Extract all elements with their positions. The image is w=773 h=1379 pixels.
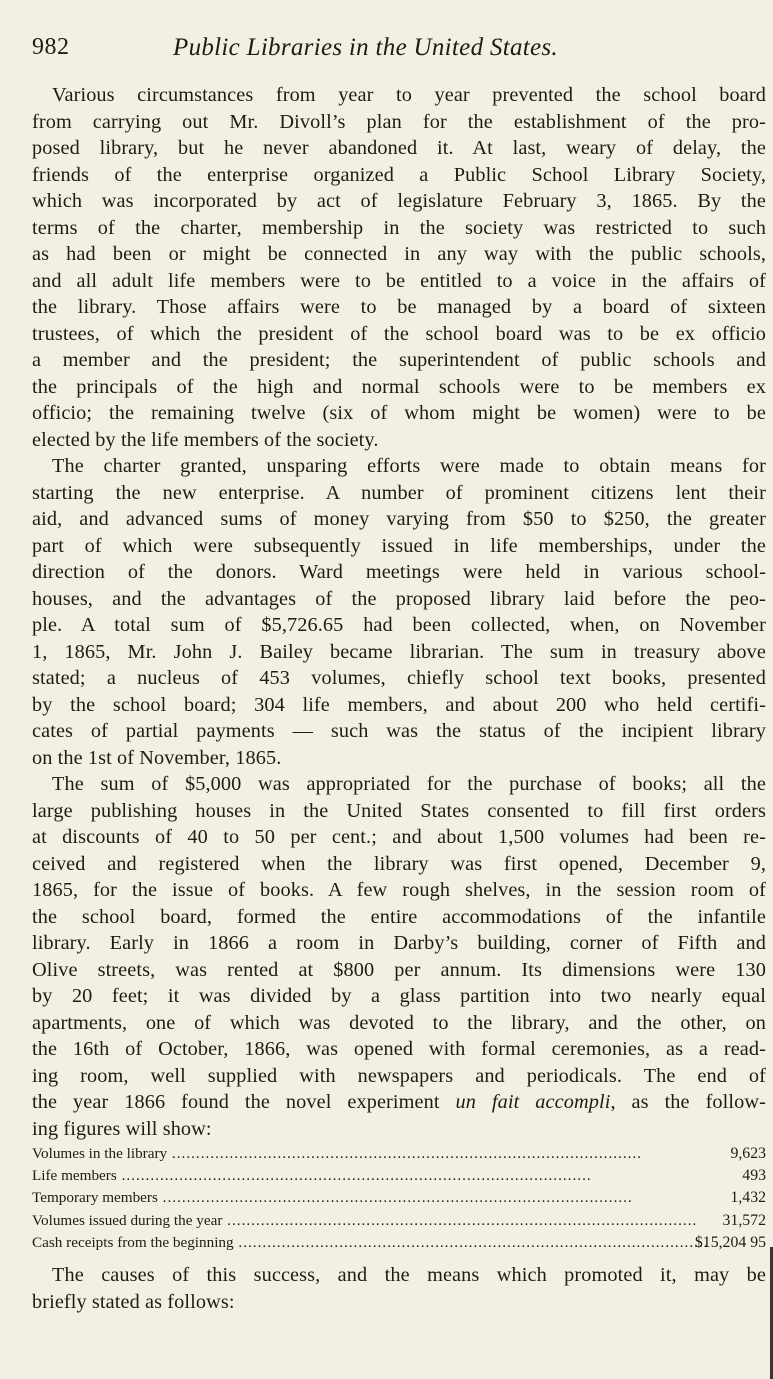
line-end: , as the follow- <box>610 1091 766 1113</box>
running-title: Public Libraries in the United States. <box>173 34 558 61</box>
text-line: by the school board; 304 life members, and about 200 who held certifi- <box>32 693 766 716</box>
stat-value: 31,572 <box>722 1211 766 1229</box>
text-line: briefly stated as follows: <box>32 1290 235 1313</box>
text-line: posed library, but he never abandoned it. At last, weary of delay, the <box>32 137 766 159</box>
stat-label-container <box>32 1232 709 1254</box>
text-line: The charter granted, unsparing efforts were made to obtain means for <box>52 455 766 477</box>
page-number: 982 <box>32 34 70 60</box>
text-line: and all adult life members were to be entitled to a voice in the affairs of <box>32 269 766 292</box>
stat-label: Life members <box>32 1167 117 1185</box>
stat-row <box>32 1232 766 1254</box>
body-text <box>32 82 766 1142</box>
text-line: cates of partial payments — such was the status of the incipient library <box>32 720 766 742</box>
text-line: on the 1st of November, 1865. <box>32 746 282 769</box>
text-line: stated; a nucleus of 453 volumes, chiefly school text books, presented <box>32 667 766 689</box>
text-line: The sum of $5,000 was appropriated for the purchase of books; all the <box>52 773 766 795</box>
stat-label: Temporary members <box>32 1189 158 1207</box>
stat-label-container <box>32 1187 652 1209</box>
stat-row <box>32 1143 766 1165</box>
text-line: the library. Those affairs were to be managed by a board of sixteen <box>32 296 766 318</box>
text-line: elected by the life members of the society. <box>32 428 379 451</box>
text-line: the school board, formed the entire accommodations of the infantile <box>32 905 766 928</box>
stat-row <box>32 1187 766 1209</box>
text-line: from carrying out Mr. Divoll’s plan for the establishment of the pro- <box>32 110 766 133</box>
stat-label-container <box>32 1143 652 1165</box>
page-header <box>32 34 742 68</box>
text-line: by 20 feet; it was divided by a glass partition into two nearly equal <box>32 985 766 1007</box>
text-line: terms of the charter, membership in the society was restricted to such <box>32 216 766 239</box>
stat-label: Volumes in the library <box>32 1145 168 1162</box>
stat-label: Volumes issued during the year <box>32 1211 223 1229</box>
text-line: ple. A total sum of $5,726.65 had been collected, when, on November <box>32 614 766 636</box>
stat-label-container <box>32 1165 652 1187</box>
italic-phrase: un fait accompli <box>455 1091 611 1113</box>
text-line: friends of the enterprise organized a Public School Library Society, <box>32 163 766 186</box>
stat-value: 9,623 <box>730 1145 766 1162</box>
text-line: at discounts of 40 to 50 per cent.; and about 1,500 volumes had been re- <box>32 826 766 848</box>
text-line: officio; the remaining twelve (six of whom might be women) were to be <box>32 402 766 424</box>
line-start: the year 1866 found the novel experiment <box>32 1091 456 1113</box>
text-line: Olive streets, was rented at $800 per annum. Its dimensions were 130 <box>32 958 766 981</box>
statistics-table <box>32 1143 766 1254</box>
stat-label: Cash receipts from the beginning <box>32 1233 234 1251</box>
leader-dots: .................................................................................................. <box>116 1167 592 1185</box>
text-line: Various circumstances from year to year prevented the school board <box>52 84 766 106</box>
leader-dots: .................................................................................................. <box>167 1145 643 1162</box>
text-line: 1, 1865, Mr. John J. Bailey became librarian. The sum in treasury above <box>32 640 766 663</box>
text-line: the principals of the high and normal schools were to be members ex <box>32 375 766 398</box>
stat-label-container <box>32 1210 698 1232</box>
text-line: the 16th of October, 1866, was opened with formal ceremonies, as a read- <box>32 1038 766 1060</box>
text-line: as had been or might be connected in any way with the public schools, <box>32 243 766 265</box>
stat-row <box>32 1210 766 1232</box>
text-line: ing room, well supplied with newspapers and periodicals. The end of <box>32 1064 766 1087</box>
text-line: 1865, for the issue of books. A few rough shelves, in the session room of <box>32 879 766 901</box>
text-line: aid, and advanced sums of money varying from $50 to $250, the greater <box>32 508 766 530</box>
text-line: The causes of this success, and the means which promoted it, may be <box>52 1264 766 1286</box>
text-line: which was incorporated by act of legislature February 3, 1865. By the <box>32 190 766 212</box>
text-line: apartments, one of which was devoted to the library, and the other, on <box>32 1011 766 1034</box>
text-line: part of which were subsequently issued in life memberships, under the <box>32 534 766 557</box>
text-line: a member and the president; the superintendent of public schools and <box>32 349 766 371</box>
leader-dots: .................................................................................................. <box>222 1211 698 1229</box>
closing-paragraph <box>32 1262 766 1315</box>
stat-value: 493 <box>742 1167 766 1185</box>
text-line: trustees, of which the president of the school board was to be ex officio <box>32 322 766 345</box>
text-line: houses, and the advantages of the proposed library laid before the peo- <box>32 587 766 610</box>
text-line-with-italic <box>32 1089 766 1116</box>
text-line: library. Early in 1866 a room in Darby’s building, corner of Fifth and <box>32 932 766 954</box>
text-line: direction of the donors. Ward meetings were held in various school- <box>32 561 766 583</box>
stat-row <box>32 1165 766 1187</box>
text-line: ceived and registered when the library was first opened, December 9, <box>32 852 766 875</box>
leader-dots: .................................................................................................. <box>233 1233 709 1251</box>
text-line: starting the new enterprise. A number of prominent citizens lent their <box>32 481 766 504</box>
leader-dots: .................................................................................................. <box>157 1189 633 1207</box>
text-line: ing figures will show: <box>32 1117 212 1140</box>
stat-value: $15,204 95 <box>694 1233 766 1251</box>
stat-value: 1,432 <box>730 1189 766 1207</box>
text-line: large publishing houses in the United States consented to fill first orders <box>32 799 766 822</box>
